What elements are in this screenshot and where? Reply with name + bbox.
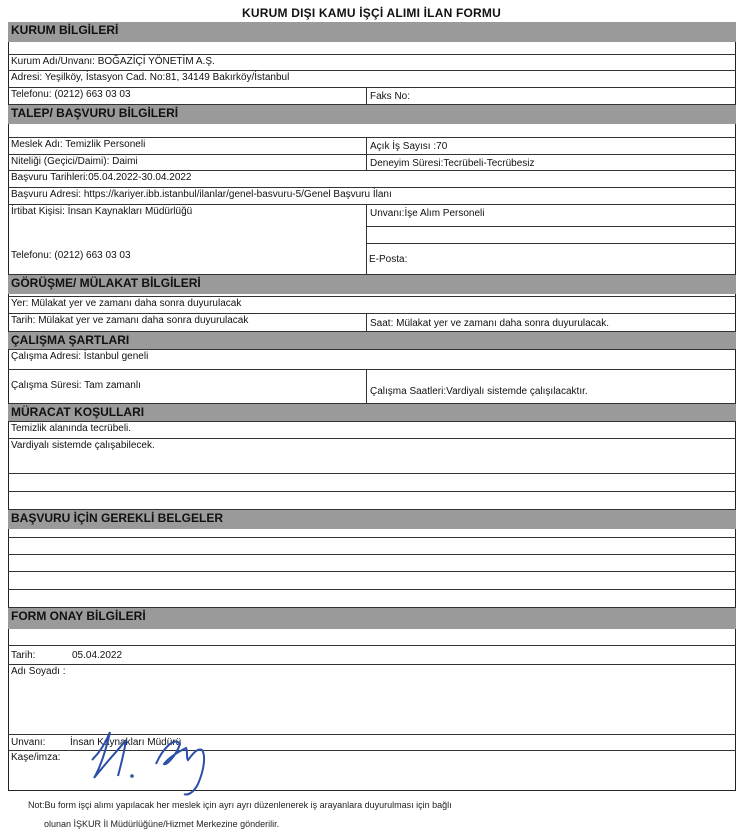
muracat-row-2 (8, 438, 736, 456)
divider (366, 243, 736, 244)
note-line-2: olunan İŞKUR İl Müdürlüğüne/Hizmet Merkezine gönderilir. (44, 819, 280, 829)
calisma-adresi: Çalışma Adresi: İstanbul geneli (11, 351, 149, 362)
form-title: KURUM DIŞI KAMU İŞÇİ ALIMI İLAN FORMU (242, 6, 501, 20)
onay-unvani-value: İnsan Kaynakları Müdürü (70, 737, 182, 748)
gorusme-tarih: Tarih: Mülakat yer ve zamanı daha sonra duyurulacak (11, 315, 249, 326)
onay-kase: Kaşe/imza: (11, 752, 61, 763)
empty-row (8, 491, 736, 509)
onay-tarih-label: Tarih: (11, 650, 36, 661)
section-talep-title: TALEP/ BAŞVURU BİLGİLERİ (11, 106, 179, 120)
section-onay-title: FORM ONAY BİLGİLERİ (11, 609, 146, 623)
calisma-adres-row (8, 349, 736, 369)
section-kurum-title: KURUM BİLGİLERİ (11, 23, 119, 37)
talep-row-1 (8, 137, 736, 154)
belgeler-row (8, 537, 736, 554)
talep-row-5 (8, 204, 736, 274)
section-calisma (8, 331, 736, 349)
section-belgeler-title: BAŞVURU İÇİN GEREKLİ BELGELER (11, 511, 224, 525)
irtibat-unvani: Unvanı:İşe Alım Personeli (366, 205, 736, 274)
gorusme-yer-row (8, 296, 736, 313)
section-kurum (8, 22, 736, 42)
muracat-item: Temizlik alanında tecrübeli. (11, 423, 132, 434)
deneyim-suresi: Deneyim Süresi:Tecrübeli-Tecrübesiz (366, 155, 736, 170)
divider (366, 226, 736, 227)
section-muracat (8, 403, 736, 421)
basvuru-tarihleri: Başvuru Tarihleri:05.04.2022-30.04.2022 (11, 172, 192, 183)
onay-tarih-value: 05.04.2022 (72, 650, 123, 661)
kurum-address-row (8, 70, 736, 87)
section-muracat-title: MÜRACAT KOŞULLARI (11, 405, 145, 419)
empty-row (8, 473, 736, 491)
gorusme-saat: Saat: Mülakat yer ve zamanı daha sonra duyurulacak. (366, 314, 736, 331)
irtibat-eposta: E-Posta: (369, 254, 408, 265)
belgeler-row (8, 554, 736, 571)
meslek-adi: Meslek Adı: Temizlik Personeli (11, 139, 146, 150)
niteligi: Niteliği (Geçici/Daimi): Daimi (11, 156, 138, 167)
muracat-item: Vardiyalı sistemde çalışabilecek. (11, 440, 155, 451)
calisma-sure-row (8, 369, 736, 403)
belgeler-row (8, 589, 736, 607)
section-onay (8, 607, 736, 629)
irtibat-kisisi: İrtibat Kişisi: İnsan Kaynakları Müdürlüğü (11, 206, 193, 217)
kurum-name: Kurum Adı/Unvanı: BOĞAZİÇİ YÖNETİM A.Ş. (11, 56, 215, 67)
muracat-row-1 (8, 421, 736, 438)
kurum-fax: Faks No: (366, 88, 736, 104)
signature-image (70, 712, 220, 802)
section-belgeler (8, 509, 736, 529)
section-talep (8, 104, 736, 124)
gorusme-yer: Yer: Mülakat yer ve zamanı daha sonra duyurulacak (11, 298, 242, 309)
gorusme-tarih-row (8, 313, 736, 331)
talep-row-3 (8, 170, 736, 187)
section-gorusme-title: GÖRÜŞME/ MÜLAKAT BİLGİLERİ (11, 276, 201, 290)
basvuru-adresi: Başvuru Adresi: https://kariyer.ibb.istanbul/ilanlar/genel-basvuru-5/Genel Başvuru İlanı (11, 189, 392, 200)
section-gorusme (8, 274, 736, 294)
kurum-phone-row (8, 87, 736, 104)
acik-is-sayisi: Açık İş Sayısı :70 (366, 138, 736, 154)
irtibat-telefon: Telefonu: (0212) 663 03 03 (11, 250, 131, 261)
belgeler-row (8, 571, 736, 589)
talep-row-2 (8, 154, 736, 170)
calisma-saatleri: Çalışma Saatleri:Vardiyalı sistemde çalışılacaktır. (366, 370, 736, 403)
onay-adsoyad: Adı Soyadı : (11, 666, 66, 677)
onay-unvani-label: Unvanı: (11, 737, 46, 748)
talep-row-4 (8, 187, 736, 204)
onay-tarih-row (8, 645, 736, 662)
kurum-phone: Telefonu: (0212) 663 03 03 (11, 89, 131, 100)
note-line-1: Not:Bu form işçi alımı yapılacak her meslek için ayrı ayrı düzenlenerek iş arayanlara duyurulması için bağlı (28, 800, 452, 810)
kurum-name-row (8, 54, 736, 70)
kurum-address: Adresi: Yeşilköy, İstasyon Cad. No:81, 34149 Bakırköy/İstanbul (11, 72, 290, 83)
calisma-suresi: Çalışma Süresi: Tam zamanlı (11, 380, 141, 391)
section-calisma-title: ÇALIŞMA ŞARTLARI (11, 333, 130, 347)
